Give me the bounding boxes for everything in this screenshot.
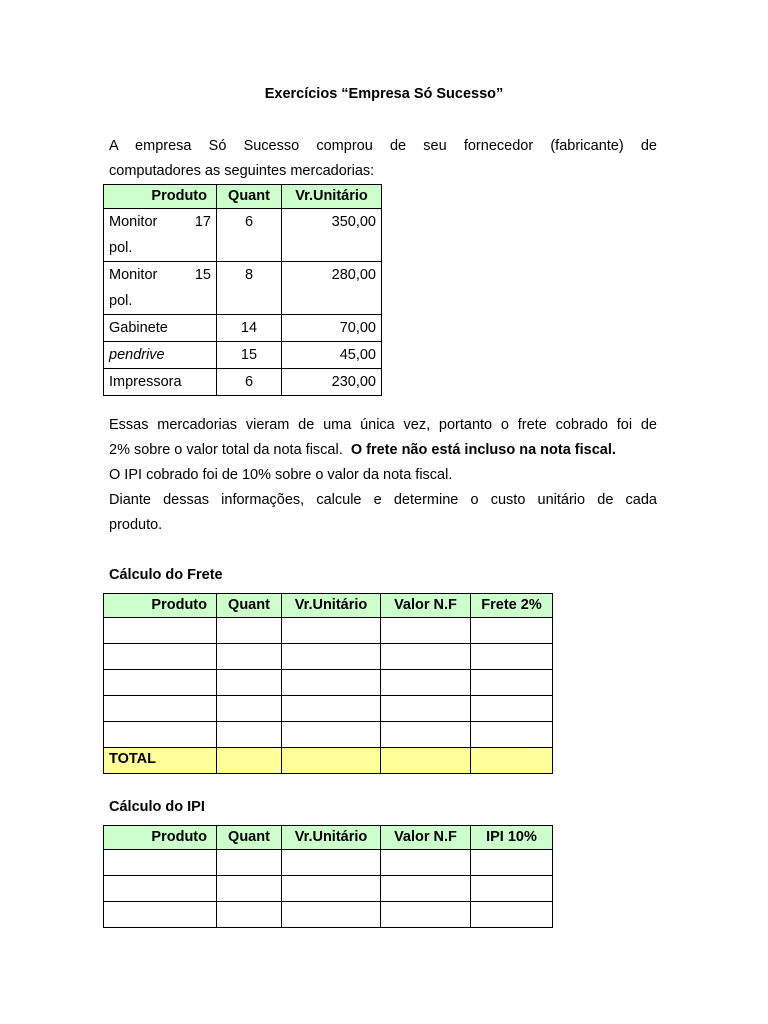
ipi-table [103, 825, 553, 928]
empty-cell [381, 902, 471, 928]
table-row [104, 902, 553, 928]
cell-produto: Gabinete [104, 315, 217, 342]
empty-cell [217, 670, 282, 696]
empty-cell [381, 618, 471, 644]
produto-unit: pol. [109, 293, 133, 309]
empty-cell [104, 850, 217, 876]
empty-cell [104, 618, 217, 644]
cell-valor: 350,00 [282, 209, 382, 262]
empty-cell [217, 850, 282, 876]
products-table [103, 184, 382, 396]
empty-cell [471, 850, 553, 876]
empty-cell [217, 722, 282, 748]
empty-cell [282, 748, 381, 774]
cell-produto [104, 262, 217, 315]
header-quant: Quant [217, 594, 282, 618]
paragraph-line-5: produto. [109, 517, 163, 533]
header-vr-unitario: Vr.Unitário [282, 594, 381, 618]
empty-cell [471, 876, 553, 902]
cell-produto: Impressora [104, 369, 217, 396]
empty-cell [104, 670, 217, 696]
empty-cell [282, 850, 381, 876]
table-row [104, 670, 553, 696]
produto-name: pendrive [109, 347, 165, 363]
empty-cell [104, 696, 217, 722]
paragraph-line-2-normal: 2% sobre o valor total da nota fiscal. [109, 442, 343, 458]
header-ipi: IPI 10% [471, 826, 553, 850]
ipi-heading: Cálculo do IPI [109, 799, 205, 815]
empty-cell [217, 618, 282, 644]
empty-cell [471, 644, 553, 670]
header-valor-nf: Valor N.F [381, 826, 471, 850]
paragraph-line-2 [109, 441, 657, 459]
header-frete: Frete 2% [471, 594, 553, 618]
empty-cell [217, 748, 282, 774]
cell-valor: 230,00 [282, 369, 382, 396]
empty-cell [217, 644, 282, 670]
table-row [104, 850, 553, 876]
header-vr-unitario: Vr.Unitário [282, 826, 381, 850]
empty-cell [471, 618, 553, 644]
cell-quant: 8 [217, 262, 282, 315]
produto-name: Monitor [109, 214, 158, 230]
table-row [104, 315, 382, 342]
cell-quant: 6 [217, 209, 282, 262]
empty-cell [282, 722, 381, 748]
cell-quant: 15 [217, 342, 282, 369]
table-row [104, 342, 382, 369]
table-row [104, 722, 553, 748]
empty-cell [217, 876, 282, 902]
header-produto: Produto [104, 185, 217, 209]
empty-cell [282, 876, 381, 902]
paragraph-line-1: Essas mercadorias vieram de uma única vez, portanto o frete cobrado foi de [109, 417, 657, 433]
paragraph-line-3: O IPI cobrado foi de 10% sobre o valor da nota fiscal. [109, 467, 453, 483]
cell-produto [104, 209, 217, 262]
table-row [104, 644, 553, 670]
empty-cell [471, 902, 553, 928]
table-row [104, 618, 553, 644]
total-label: TOTAL [104, 748, 217, 774]
total-row [104, 748, 553, 774]
cell-valor: 280,00 [282, 262, 382, 315]
ipi-header-row [104, 826, 553, 850]
empty-cell [381, 850, 471, 876]
empty-cell [471, 722, 553, 748]
table-row [104, 262, 382, 315]
table-row [104, 876, 553, 902]
produto-name: Monitor [109, 267, 158, 283]
table-row [104, 209, 382, 262]
empty-cell [381, 722, 471, 748]
empty-cell [381, 644, 471, 670]
empty-cell [381, 876, 471, 902]
intro-line-1: A empresa Só Sucesso comprou de seu fornecedor (fabricante) de [109, 138, 657, 154]
empty-cell [104, 722, 217, 748]
empty-cell [282, 618, 381, 644]
paragraph-line-2-bold: O frete não está incluso na nota fiscal. [350, 442, 616, 458]
frete-header-row [104, 594, 553, 618]
header-vr-unitario: Vr.Unitário [282, 185, 382, 209]
empty-cell [217, 902, 282, 928]
frete-table [103, 593, 553, 774]
table-row [104, 369, 382, 396]
empty-cell [104, 902, 217, 928]
empty-cell [471, 748, 553, 774]
cell-quant: 6 [217, 369, 282, 396]
empty-cell [471, 670, 553, 696]
cell-valor: 70,00 [282, 315, 382, 342]
produto-unit: pol. [109, 240, 133, 256]
header-quant: Quant [217, 826, 282, 850]
empty-cell [104, 876, 217, 902]
empty-cell [282, 902, 381, 928]
cell-produto [104, 342, 217, 369]
empty-cell [282, 696, 381, 722]
page-title: Exercícios “Empresa Só Sucesso” [264, 86, 504, 102]
empty-cell [282, 670, 381, 696]
cell-quant: 14 [217, 315, 282, 342]
empty-cell [471, 696, 553, 722]
products-header-row [104, 185, 382, 209]
header-produto: Produto [104, 594, 217, 618]
produto-size: 17 [194, 214, 211, 230]
table-row [104, 696, 553, 722]
cell-valor: 45,00 [282, 342, 382, 369]
produto-size: 15 [194, 267, 211, 283]
frete-heading: Cálculo do Frete [109, 567, 223, 583]
empty-cell [381, 696, 471, 722]
header-quant: Quant [217, 185, 282, 209]
header-valor-nf: Valor N.F [381, 594, 471, 618]
empty-cell [217, 696, 282, 722]
empty-cell [381, 670, 471, 696]
paragraph-line-4: Diante dessas informações, calcule e determine o custo unitário de cada [109, 492, 657, 508]
intro-line-2: computadores as seguintes mercadorias: [109, 163, 375, 179]
empty-cell [104, 644, 217, 670]
header-produto: Produto [104, 826, 217, 850]
empty-cell [381, 748, 471, 774]
empty-cell [282, 644, 381, 670]
